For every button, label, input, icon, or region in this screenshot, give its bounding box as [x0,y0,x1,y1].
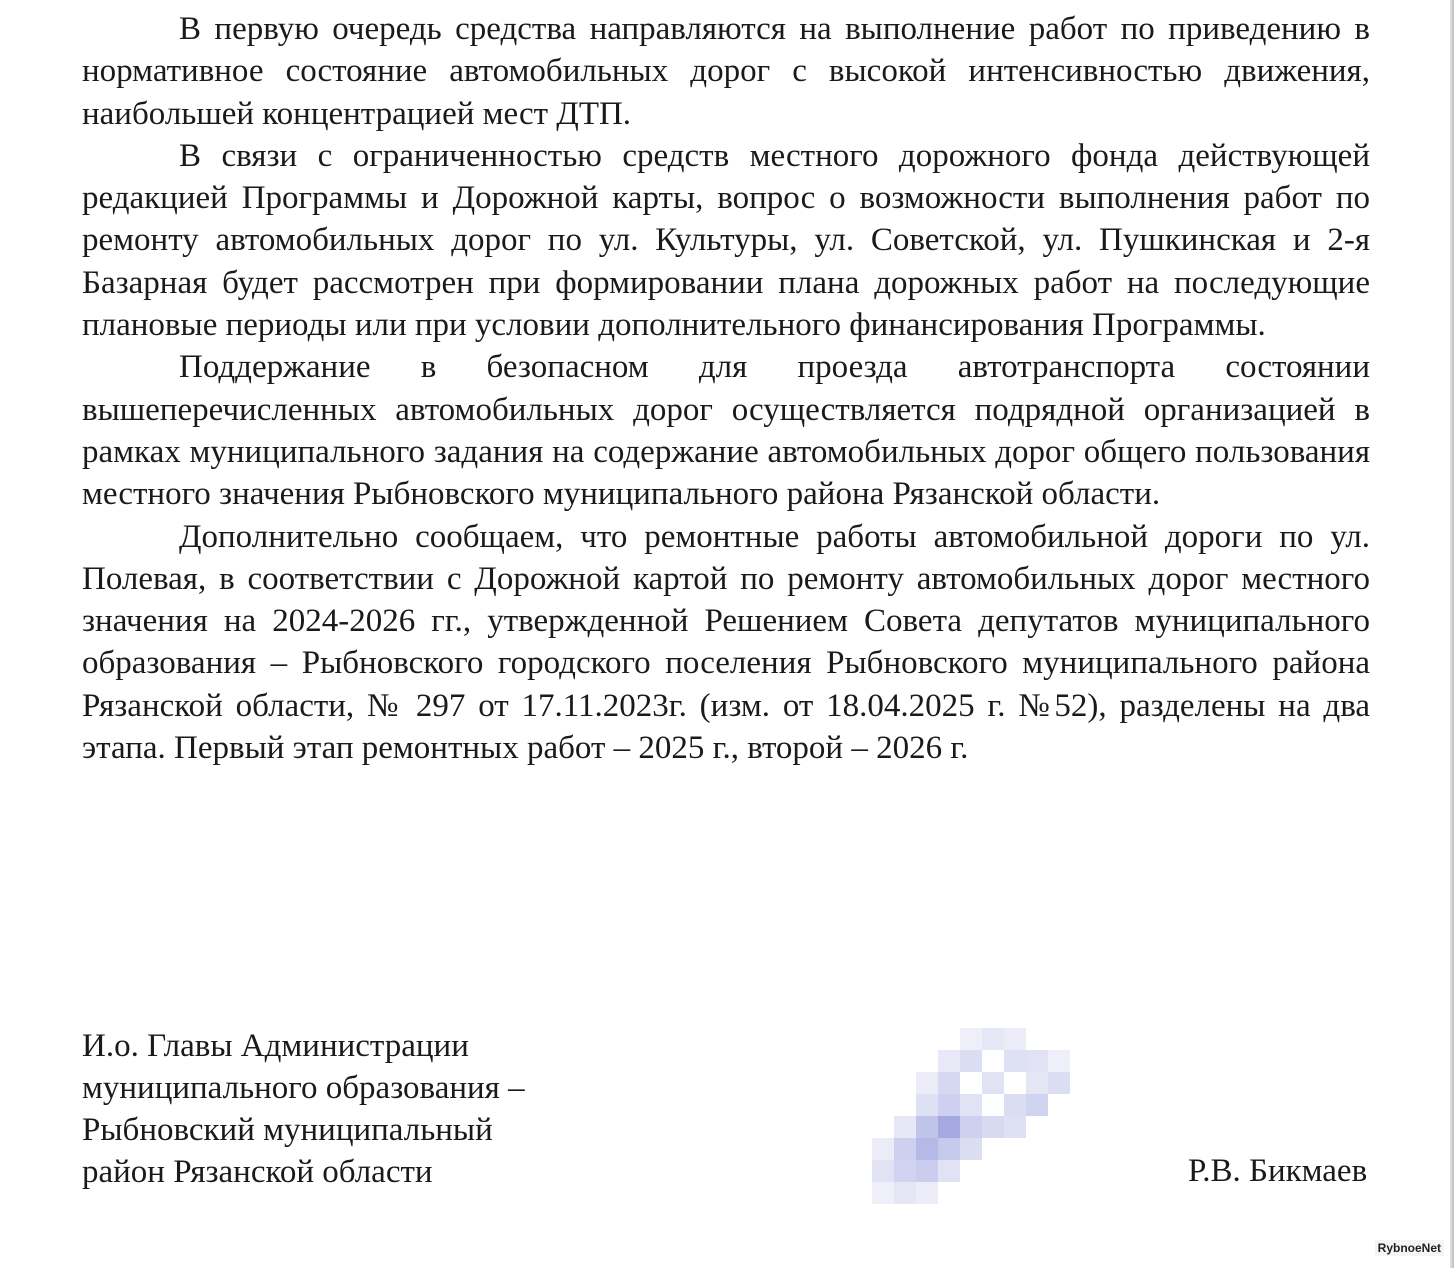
pixelated-signature [860,1018,1090,1218]
paragraph-polevaya-repair: Дополнительно сообщаем, что ремонтные работы автомобильной дороги по ул. Полевая, в соответствии с Дорожной картой по ремонту автомобильных дорог местного значения на 2024-2026 гг., утвержденной Решением Совета депутатов муниципального образования – Рыбновского городского поселения Рыбновского муниципального района Рязанской области, № 297 от 17.11.2023г. (изм. от 18.04.2025 г. №52), разделены на два этапа. Первый этап ремонтных работ – 2025 г., второй – 2026 г. [82,518,1370,767]
position-line: район Рязанской области [82,1154,433,1190]
paragraph-limited-funds: В связи с ограниченностью средств местного дорожного фонда действующей редакцией Программы и Дорожной карты, вопрос о возможности выполнения работ по ремонту автомобильных дорог по ул. Культуры, ул. Советской, ул. Пушкинская и 2-я Базарная будет рассмотрен при формировании плана дорожных работ на последующие плановые периоды или при условии дополнительного финансирования Программы. [82,137,1370,344]
position-line: И.о. Главы Администрации [82,1028,469,1064]
signer-name: Р.В. Бикмаев [1188,1153,1368,1189]
page-edge-shadow [1450,0,1454,1268]
position-line: муниципального образования – [82,1070,525,1106]
letter-body [82,8,1370,769]
position-line: Рыбновский муниципальный [82,1112,493,1148]
paragraph-road-maintenance: Поддержание в безопасном для проезда автотранспорта состоянии вышеперечисленных автомобильных дорог осуществляется подрядной организацией в рамках муниципального задания на содержание автомобильных дорог общего пользования местного значения Рыбновского муниципального района Рязанской области. [82,349,1370,513]
site-watermark: RybnoeNet [1375,1240,1444,1256]
signatory-position [82,1025,642,1193]
paragraph-funding-priority: В первую очередь средства направляются на выполнение работ по приведению в нормативное состояние автомобильных дорог с высокой интенсивностью движения, наибольшей концентрацией мест ДТП. [82,11,1370,132]
